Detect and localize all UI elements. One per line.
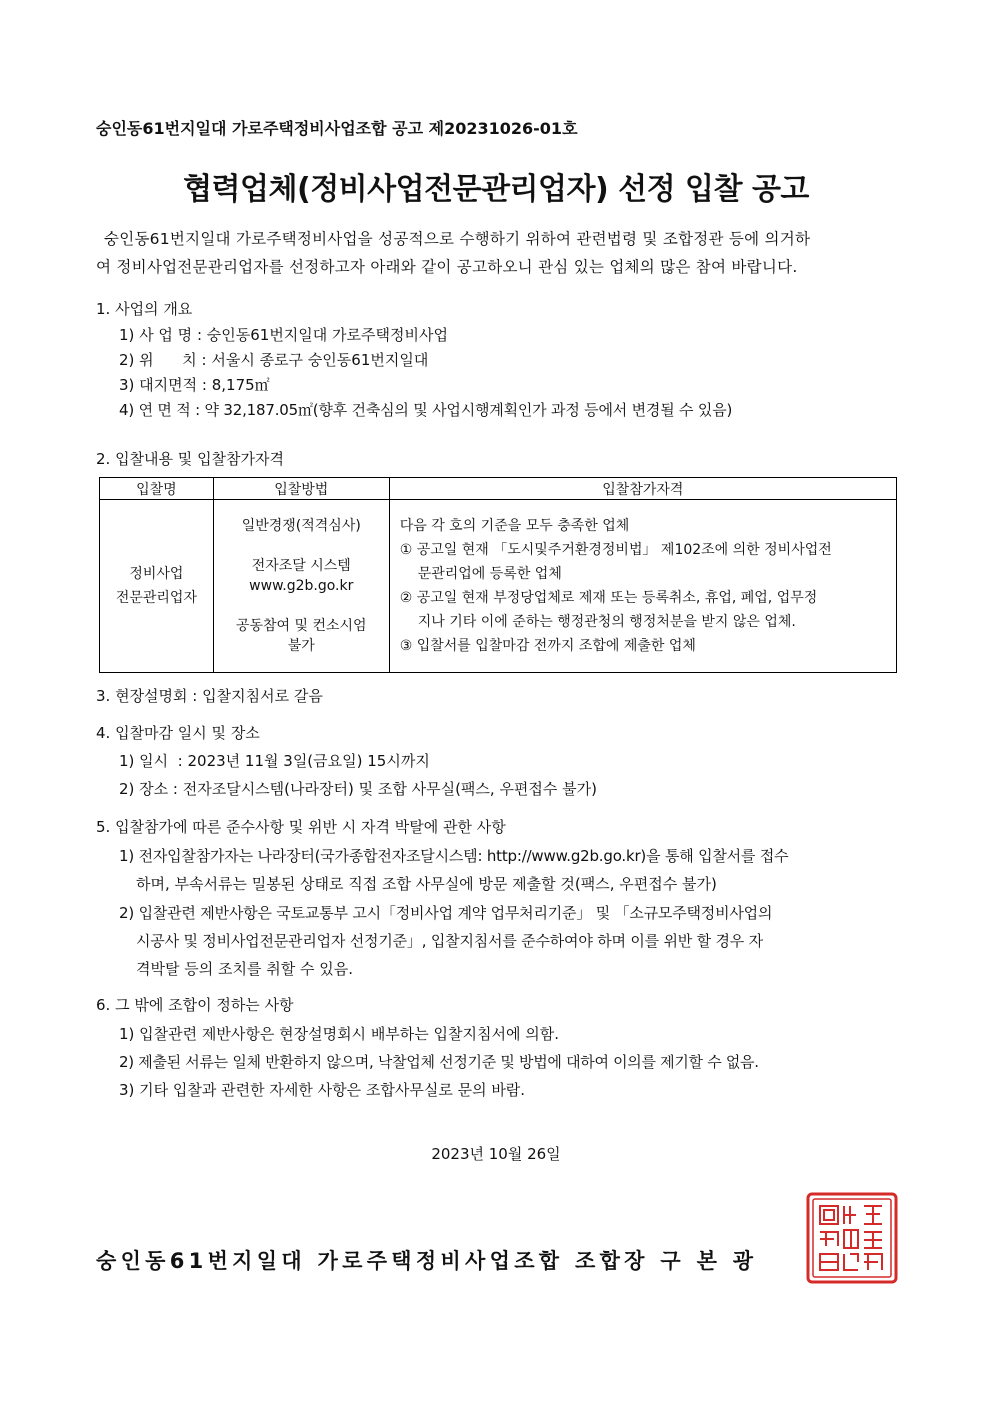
table-header: 입찰명 — [100, 478, 214, 500]
qualification-line: ② 공고일 현재 부정당업체로 제재 또는 등록취소, 휴업, 폐업, 업무정 — [399, 590, 818, 606]
section5-heading: 5. 입찰참가에 따른 준수사항 및 위반 시 자격 박탈에 관한 사항 — [96, 818, 506, 836]
bid-name-cell — [100, 500, 214, 673]
qualification-cell — [389, 500, 896, 673]
bid-name-line: 정비사업 — [129, 566, 184, 582]
section4-item: 1) 일시 : 2023년 11월 3일(금요일) 15시까지 — [119, 752, 430, 770]
qualification-line: ③ 입찰서를 입찰마감 전까지 조합에 제출한 업체 — [399, 638, 696, 654]
notice-number: 숭인동61번지일대 가로주택정비사업조합 공고 제20231026-01호 — [96, 119, 578, 138]
bid-table — [99, 477, 897, 673]
table-header: 입찰방법 — [213, 478, 389, 500]
qualification-line: 지나 기타 이에 준하는 행정관청의 행정처분을 받지 않은 업체. — [417, 614, 796, 630]
method-line: 전자조달 시스템 — [251, 558, 351, 574]
section6-item: 3) 기타 입찰과 관련한 자세한 사항은 조합사무실로 문의 바람. — [119, 1081, 526, 1099]
method-line: 일반경쟁(적격심사) — [241, 518, 361, 534]
section1-item: 4) 연 면 적 : 약 32,187.05㎡(향후 건축심의 및 사업시행계획인가 과정 등에서 변경될 수 있음) — [119, 401, 733, 419]
bid-method-cell — [213, 500, 389, 673]
qualification-line: ① 공고일 현재 「도시및주거환경정비법」 제102조에 의한 정비사업전 — [399, 542, 832, 558]
section6-item: 2) 제출된 서류는 일체 반환하지 않으며, 낙찰업체 선정기준 및 방법에 대하여 이의를 제기할 수 없음. — [119, 1053, 759, 1071]
signer-name: 숭인동61번지일대 가로주택정비사업조합 조합장 구 본 광 — [96, 1249, 758, 1273]
bid-name-line: 전문관리업자 — [115, 590, 197, 606]
section6-item: 1) 입찰관련 제반사항은 현장설명회시 배부하는 입찰지침서에 의함. — [119, 1025, 560, 1043]
section5-line: 시공사 및 정비사업전문관리업자 선정기준」, 입찰지침서를 준수하여야 하며 이를 위반 할 경우 자 — [136, 932, 763, 950]
qualification-line: 다음 각 호의 기준을 모두 충족한 업체 — [399, 518, 630, 534]
method-url: www.g2b.go.kr — [249, 578, 354, 594]
section6-heading: 6. 그 밖에 조합이 정하는 사항 — [96, 996, 294, 1014]
section5-line: 1) 전자입찰참가자는 나라장터(국가종합전자조달시스템: http://www.g2b.go.kr)을 통해 입찰서를 접수 — [119, 847, 789, 865]
section4-item: 2) 장소 : 전자조달시스템(나라장터) 및 조합 사무실(팩스, 우편접수 불가) — [119, 780, 598, 798]
official-seal-stamp — [806, 1192, 898, 1284]
page-title: 협력업체(정비사업전문관리업자) 선정 입찰 공고 — [183, 172, 809, 207]
method-line: 불가 — [287, 638, 315, 654]
section1-heading: 1. 사업의 개요 — [96, 300, 193, 318]
section5-line: 2) 입찰관련 제반사항은 국토교통부 고시「정비사업 계약 업무처리기준」 및 「소규모주택정비사업의 — [119, 904, 773, 922]
notice-date: 2023년 10월 26일 — [431, 1145, 561, 1163]
section1-item: 2) 위 치 : 서울시 종로구 숭인동61번지일대 — [119, 351, 429, 369]
section1-item: 3) 대지면적 : 8,175㎡ — [119, 376, 270, 394]
intro-line-2: 여 정비사업전문관리업자를 선정하고자 아래와 같이 공고하오니 관심 있는 업체의 많은 참여 바랍니다. — [96, 258, 798, 276]
section2-heading: 2. 입찰내용 및 입찰참가자격 — [96, 450, 285, 468]
method-line: 공동참여 및 컨소시엄 — [235, 618, 367, 634]
section1-item: 1) 사 업 명 : 숭인동61번지일대 가로주택정비사업 — [119, 326, 448, 344]
section5-line: 격박탈 등의 조치를 취할 수 있음. — [136, 960, 353, 978]
section3-heading: 3. 현장설명회 : 입찰지침서로 갈음 — [96, 687, 323, 705]
seal-glyphs — [820, 1206, 882, 1270]
intro-line-1: 숭인동61번지일대 가로주택정비사업을 성공적으로 수행하기 위하여 관련법령 및 조합정관 등에 의거하 — [104, 230, 811, 248]
table-header: 입찰참가자격 — [389, 478, 896, 500]
qualification-line: 문관리업에 등록한 업체 — [417, 566, 562, 582]
section5-line: 하며, 부속서류는 밀봉된 상태로 직접 조합 사무실에 방문 제출할 것(팩스, 우편접수 불가) — [136, 875, 717, 893]
section4-heading: 4. 입찰마감 일시 및 장소 — [96, 724, 260, 742]
